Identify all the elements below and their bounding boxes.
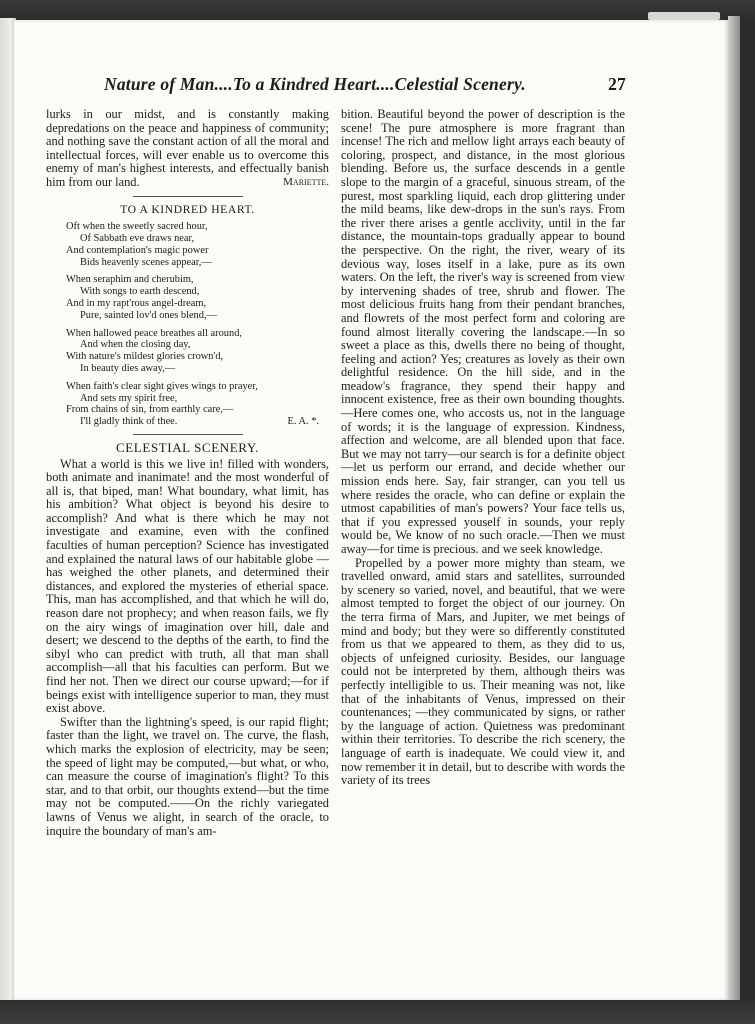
poem-signature: E. A. *. bbox=[287, 416, 319, 428]
paragraph: Swifter than the lightning's speed, is our rapid flight; faster than the light, we travel on. The curve, the flash, which marks the explosion of electricity, may be seen; the speed of light may be computed,—but what, or who, can measure the course of imagination's flight? To this star, and to that orbit, our thoughts extend—but the time may not be computed.——On the richly variegated lawns of Venus we alight, in search of the oracle, to inquire the boundary of man's am- bbox=[46, 714, 329, 838]
divider bbox=[133, 196, 243, 197]
stanza bbox=[66, 274, 329, 321]
poem-line: From chains of sin, from earthly care,— bbox=[66, 404, 234, 416]
stanza bbox=[66, 381, 329, 428]
section-title: CELESTIAL SCENERY. bbox=[116, 439, 259, 455]
poem-line bbox=[66, 416, 329, 428]
left-column bbox=[46, 108, 329, 838]
poem-line-text: I'll gladly think of thee. bbox=[80, 416, 178, 428]
right-column bbox=[341, 108, 625, 788]
author-signature: Mariette. bbox=[283, 175, 329, 188]
stanza bbox=[66, 221, 329, 268]
poem-line: And in my rapt'rous angel-dream, bbox=[66, 297, 207, 309]
paragraph: What a world is this we live in! filled with wonders, both animate and inanimate! and the most wonderful of all is, that biped, man! What boundary, what limit, has his ambition? What object is beyond his desire to accomplish? And what is there which he may not investigate and examine, even with the confined faculties of human perception? Science has investigated and explained the natural laws of our habitable globe —has weighed the other planets, and determined their distances, and explored the mysteries of etherial space. This, man has accomplished, and that which he will do, reason dare not prophecy; and when reason fails, we fly on the airy wings of imagination over hill, dale and desert; we descend to the depths of the earth, to find the sibyl who can predict with truth, all that man shall accomplish—all that his faculties can perform. But we find her not. Then we direct our course upward;—for if beings exist with intelligence superior to man, they must exist above. bbox=[46, 456, 329, 716]
poem-line: With nature's mildest glories crown'd, bbox=[66, 351, 224, 363]
poem-line: In beauty dies away,— bbox=[80, 362, 176, 374]
poem-line: And sets my spirit free, bbox=[80, 392, 178, 404]
poem-line: With songs to earth descend, bbox=[80, 286, 200, 298]
page-number: 27 bbox=[608, 74, 626, 94]
intro-paragraph: lurks in our midst, and is constantly making depredations on the peace and happiness of community; and nothing save the constant action of all the moral and intellectual forces, will ever enable us to overcome this enemy of man's highest interests, and effectually banish him from our land. bbox=[46, 107, 329, 189]
poem-line: When faith's clear sight gives wings to prayer, bbox=[66, 380, 258, 392]
paragraph: Propelled by a power more mighty than steam, we travelled onward, amid stars and satellites, surrounded by scenery so varied, novel, and beautiful, that we were almost tempted to forget the object of our journey. On the terra firma of Mars, and Jupiter, we met beings of mind and body; but they were so differently constituted from us that we appeared to them, as they did to us, objects of unfeigned curiosity. Besides, our language could not be interpreted by them, although theirs was perfectly intelligible to us. Their meaning was not, like that of the inhabitants of Venus, impressed on their countenances; —they communicated by signs, or rather by the language of action. Quietness was predominant within their territories. To describe the rich scenery, the language of earth is inadequate. We could view it, and now remember it in detail, but to describe with words the variety of its trees bbox=[341, 555, 625, 788]
page-edge-right bbox=[728, 16, 740, 1002]
scan-background-top bbox=[0, 0, 755, 22]
poem-line: When seraphim and cherubim, bbox=[66, 274, 194, 286]
poem-line: Bids heavenly scenes appear,— bbox=[80, 256, 212, 268]
scan-background-bottom bbox=[0, 1000, 755, 1024]
poem-line: And when the closing day, bbox=[80, 339, 191, 351]
poem-line: Of Sabbath eve draws near, bbox=[80, 232, 195, 244]
running-title: Nature of Man....To a Kindred Heart....Celestial Scenery. bbox=[104, 74, 526, 94]
poem-line: Oft when the sweetly sacred hour, bbox=[66, 221, 208, 233]
poem-line: Pure, sainted lov'd ones blend,— bbox=[80, 309, 217, 321]
poem bbox=[66, 221, 329, 428]
poem-title: TO A KINDRED HEART. bbox=[120, 202, 255, 216]
poem-line: When hallowed peace breathes all around, bbox=[66, 327, 242, 339]
divider bbox=[133, 434, 243, 435]
page-tab bbox=[648, 12, 720, 20]
paragraph: bition. Beautiful beyond the power of description is the scene! The pure atmosphere is more fragrant than incense! The rich and mellow light arrays each beauty of coloring, prospect, and distance, in the most glorious blending. Before us, the surface descends in a gentle slope to the margin of a graceful, sinuous stream, of the purest, most sparkling liquid, each drop glittering under the mild beams, like dew-drops in the sun's rays. From the river there arises a gentle acclivity, until in the far distance, the mountain-tops gradually appear to bound the perspective. On the right, the river, weary of its devious way, loses itself in a lake, pure as its own waters. On the left, the river's way is screened from view by intervening shades of tree, shrub and flower. The most delicious fruits hang from their pendant branches, and flowrets of the most perfect form and coloring are found almost literally covering the landscape.—In so sweet a place as this, dwells there no being of thought, feeling and action? Yes; creatures as lovely as their own delightful residence. On the hill side, and in the meadow's fragrance, they spend their happy and innocent existence, free as their own bounding thoughts.—Here comes one, who accosts us, not in the language of words; it is the language of expression. Kindness, affection and welcome, are all blended upon that face. But we may not tarry—our search is for a definite object—let us perform our errand, and decide whether our mission ends here. Say, fair stranger, can you tell us where resides the oracle, who can define or explain the utmost capabilities of man's powers? Your face tells us, that if you expressed youself in sounds, your reply would be, We know of no such oracle.—Then we must away—for time is precious. and we seek knowledge. bbox=[341, 107, 625, 556]
running-header bbox=[88, 74, 626, 98]
stanza bbox=[66, 328, 329, 375]
poem-line: And contemplation's magic power bbox=[66, 244, 209, 256]
